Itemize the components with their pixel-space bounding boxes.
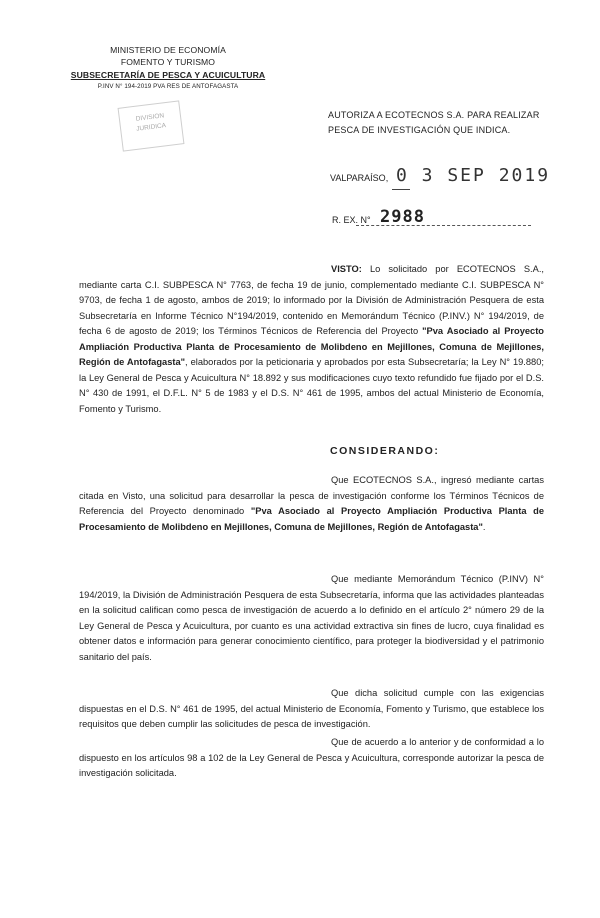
visto-label: VISTO: bbox=[331, 264, 362, 274]
rex-label: R. EX. N° bbox=[332, 215, 371, 225]
ministry-line-1: MINISTERIO DE ECONOMÍA bbox=[110, 45, 226, 55]
ministry-line-2: FOMENTO Y TURISMO bbox=[120, 57, 216, 67]
visto-text-1: Lo solicitado por ECOTECNOS S.A., mediante carta C.I. SUBPESCA N° 7763, de fecha 19 de junio, complementado mediante C.I. SUBPESCA N° 9703, de fecha 1 de agosto, ambos de 2019; lo informado por la División de Administración Pesquera de esta Subsecretaría en Informe Técnico N°194/2019, contenido en Memorándum Técnico (P.INV.) N° 194/2019, de fecha 6 de agosto de 2019; los Términos Técnicos de Referencia del Proyecto bbox=[79, 264, 544, 336]
considerando-heading: CONSIDERANDO: bbox=[330, 445, 440, 457]
considerando-4 bbox=[79, 735, 544, 782]
considerando-2 bbox=[79, 572, 544, 665]
c4-text: Que de acuerdo a lo anterior y de conformidad a lo dispuesto en los artículos 98 a 102 de la Ley General de Pesca y Acuicultura, corresponde autorizar la pesca de investigación solicitada. bbox=[79, 737, 544, 778]
place-label: VALPARAÍSO, bbox=[330, 173, 389, 183]
division-stamp: DIVISION JURIDICA bbox=[118, 100, 185, 151]
c3-text: Que dicha solicitud cumple con las exigencias dispuestas en el D.S. N° 461 de 1995, del actual Ministerio de Economía, Fomento y Turismo, que establece los requisitos que deben cumplir las solicitudes de pesca de investigación. bbox=[79, 688, 544, 729]
c1-project-name: "Pva Asociado al Proyecto Ampliación Productiva Planta de Procesamiento de Molibdeno en Mejillones, Comuna de Mejillones, Región de Antofagasta" bbox=[79, 506, 544, 532]
date-stamp: 0 3 SEP 2019 bbox=[396, 165, 551, 186]
divider-dash bbox=[392, 189, 410, 190]
visto-text-2: , elaborados por la peticionaria y aprobados por esta Subsecretaría; la Ley N° 19.880; la Ley General de Pesca y Acuicultura N° 18.892 y sus modificaciones cuyo texto refundido fue fijado por el D.S. N° 430 de 1991, el D.F.L. N° 5 de 1983 y el D.S. N° 461 de 1995, ambos del actual Ministerio de Economía, Fomento y Turismo. bbox=[79, 357, 544, 414]
considerando-1 bbox=[79, 473, 544, 535]
c1-text-b: . bbox=[482, 521, 486, 532]
rex-number: 2988 bbox=[380, 207, 425, 227]
c1-text-a: Que ECOTECNOS S.A., ingresó mediante cartas citada en Visto, una solicitud para desarrollar la pesca de investigación conforme los Términos Técnicos de Referencia del Proyecto denominado bbox=[79, 475, 544, 516]
resolution-subject: AUTORIZA A ECOTECNOS S.A. PARA REALIZAR PESCA DE INVESTIGACIÓN QUE INDICA. bbox=[328, 110, 540, 135]
file-reference: P.INV N° 194-2019 PVA RES DE ANTOFAGASTA bbox=[97, 83, 239, 90]
subsecretaria-title: SUBSECRETARÍA DE PESCA Y ACUICULTURA bbox=[70, 70, 266, 80]
considerando-3 bbox=[79, 686, 544, 733]
visto-paragraph bbox=[79, 262, 544, 417]
c2-text: Que mediante Memorándum Técnico (P.INV) N° 194/2019, la División de Administración Pesquera de esta Subsecretaría, informa que las actividades planteadas en la solicitud califican como pesca de investigación de acuerdo a lo definido en el artículo 2° número 29 de la Ley General de Pesca y Acuicultura, por cuanto es una actividad extractiva sin fines de lucro, cuya finalidad es obtener datos e información para generar conocimiento científico, para proteger la biodiversidad y el patrimonio sanitario del país. bbox=[79, 574, 544, 662]
visto-project-name: "Pva Asociado al Proyecto Ampliación Productiva Planta de Procesamiento de Molibdeno en Mejillones, Comuna de Mejillones, Región de Antofagasta" bbox=[79, 326, 544, 367]
